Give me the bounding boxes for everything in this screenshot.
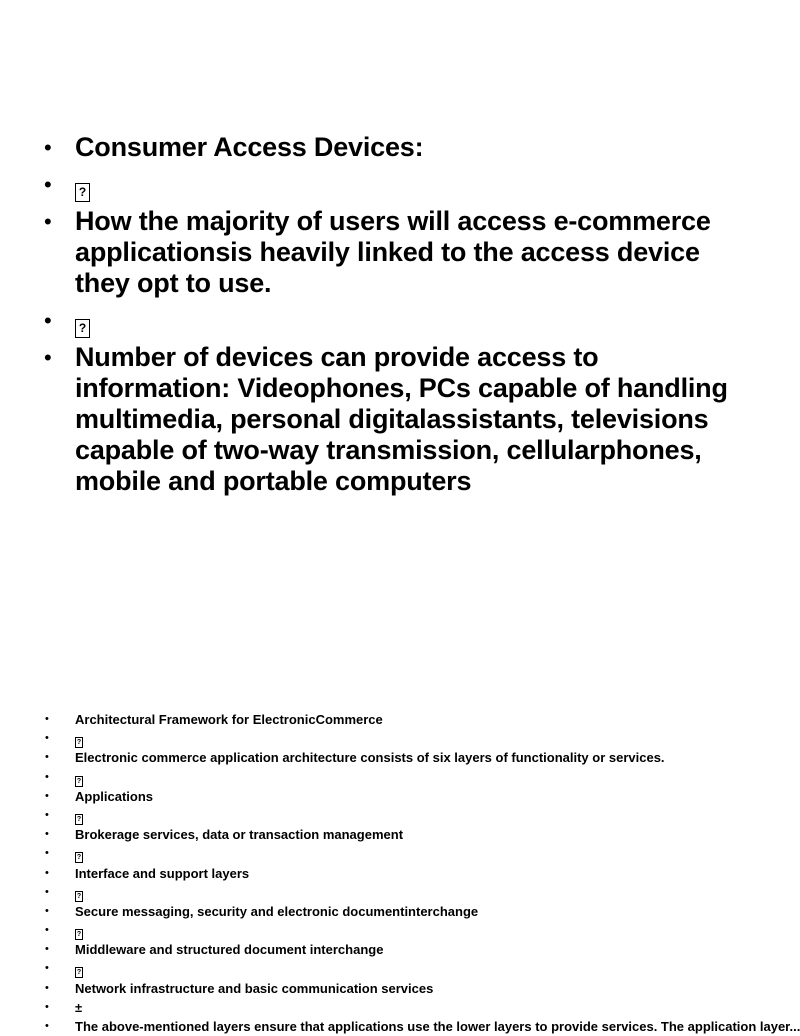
bullet-dot: • [44, 345, 52, 370]
bullet-item [42, 902, 742, 921]
bullet-dot: • [45, 808, 49, 821]
missing-glyph-icon: ? [76, 854, 82, 862]
bullet-text: Network infrastructure and basic communication services [75, 980, 434, 996]
bullet-dot: • [44, 135, 52, 160]
bullet-item [42, 1017, 800, 1036]
bullet-item [42, 864, 742, 883]
missing-glyph-icon: ? [76, 892, 82, 900]
bullet-dot: • [45, 866, 49, 879]
bullet-dot: • [44, 172, 52, 197]
bullet-item [42, 883, 742, 902]
missing-glyph-icon: ? [76, 969, 82, 977]
bullet-dot: • [45, 789, 49, 802]
bullet-dot: • [44, 209, 52, 234]
missing-glyph-icon: ? [76, 931, 82, 939]
bullet-item [42, 806, 742, 825]
bullet-item [42, 748, 742, 767]
bullet-item [42, 342, 732, 497]
bullet-dot: • [45, 924, 49, 937]
missing-glyph-icon: ? [76, 739, 82, 747]
missing-glyph-icon: ? [76, 815, 82, 823]
bullet-text: Applications [75, 788, 154, 804]
bullet-dot: • [45, 1000, 49, 1013]
bullet-dot: • [45, 962, 49, 975]
missing-glyph-icon: ? [75, 319, 90, 338]
bullet-item [42, 940, 742, 959]
missing-glyph-icon: ? [75, 183, 90, 202]
bullet-dot: • [45, 713, 49, 725]
bullet-text: Electronic commerce application architecture consists of six layers of functionality or services. [75, 750, 665, 766]
bullet-text: Interface and support layers [75, 865, 250, 881]
bullet-item [42, 844, 742, 863]
bullet-item [42, 729, 742, 748]
bullet-dot: • [45, 770, 49, 783]
bullet-item [42, 921, 742, 940]
bullet-item [42, 787, 742, 806]
bullet-dot: • [45, 828, 49, 841]
bullet-item [42, 998, 742, 1017]
bullet-item [42, 959, 742, 978]
slide1-bullet-list [42, 132, 732, 503]
bullet-dot: • [45, 1020, 49, 1032]
bullet-text: How the majority of users will access e-commerce applicationsis heavily linked to the access device they opt to use. [75, 206, 711, 298]
bullet-text: Number of devices can provide access to information: Videophones, PCs capable of handling multimedia, personal digitalassistants, televisions capable of two-way transmission, cellularphones, mobile and portable computers [75, 342, 728, 496]
bullet-dot: • [45, 847, 49, 860]
bullet-text: Middleware and structured document interchange [75, 942, 384, 958]
bullet-dot: • [45, 904, 49, 917]
bullet-dot: • [45, 732, 49, 745]
slide-architectural-framework [0, 700, 800, 1034]
bullet-text: Brokerage services, data or transaction management [75, 827, 404, 843]
bullet-dot: • [45, 943, 49, 956]
slide2-bullet-list [42, 710, 800, 1036]
bullet-item [42, 825, 742, 844]
bullet-item [42, 132, 732, 163]
bullet-dot: • [45, 885, 49, 898]
bullet-text: The above-mentioned layers ensure that applications use the lower layers to provide services. The application layer... [75, 1019, 800, 1034]
bullet-item [42, 206, 732, 299]
bullet-dot: • [45, 751, 49, 764]
bullet-item [42, 169, 732, 200]
bullet-text: Secure messaging, security and electronic documentinterchange [75, 903, 479, 919]
bullet-item [42, 710, 742, 729]
bullet-dot: • [44, 308, 52, 333]
missing-glyph-icon: ? [76, 777, 82, 785]
bullet-item [42, 305, 732, 336]
bullet-dot: • [45, 981, 49, 994]
bullet-item [42, 979, 742, 998]
bullet-text: ± [75, 999, 83, 1015]
bullet-text: Architectural Framework for ElectronicCommerce [75, 712, 383, 727]
bullet-item [42, 768, 742, 787]
bullet-text: Consumer Access Devices: [75, 132, 424, 162]
